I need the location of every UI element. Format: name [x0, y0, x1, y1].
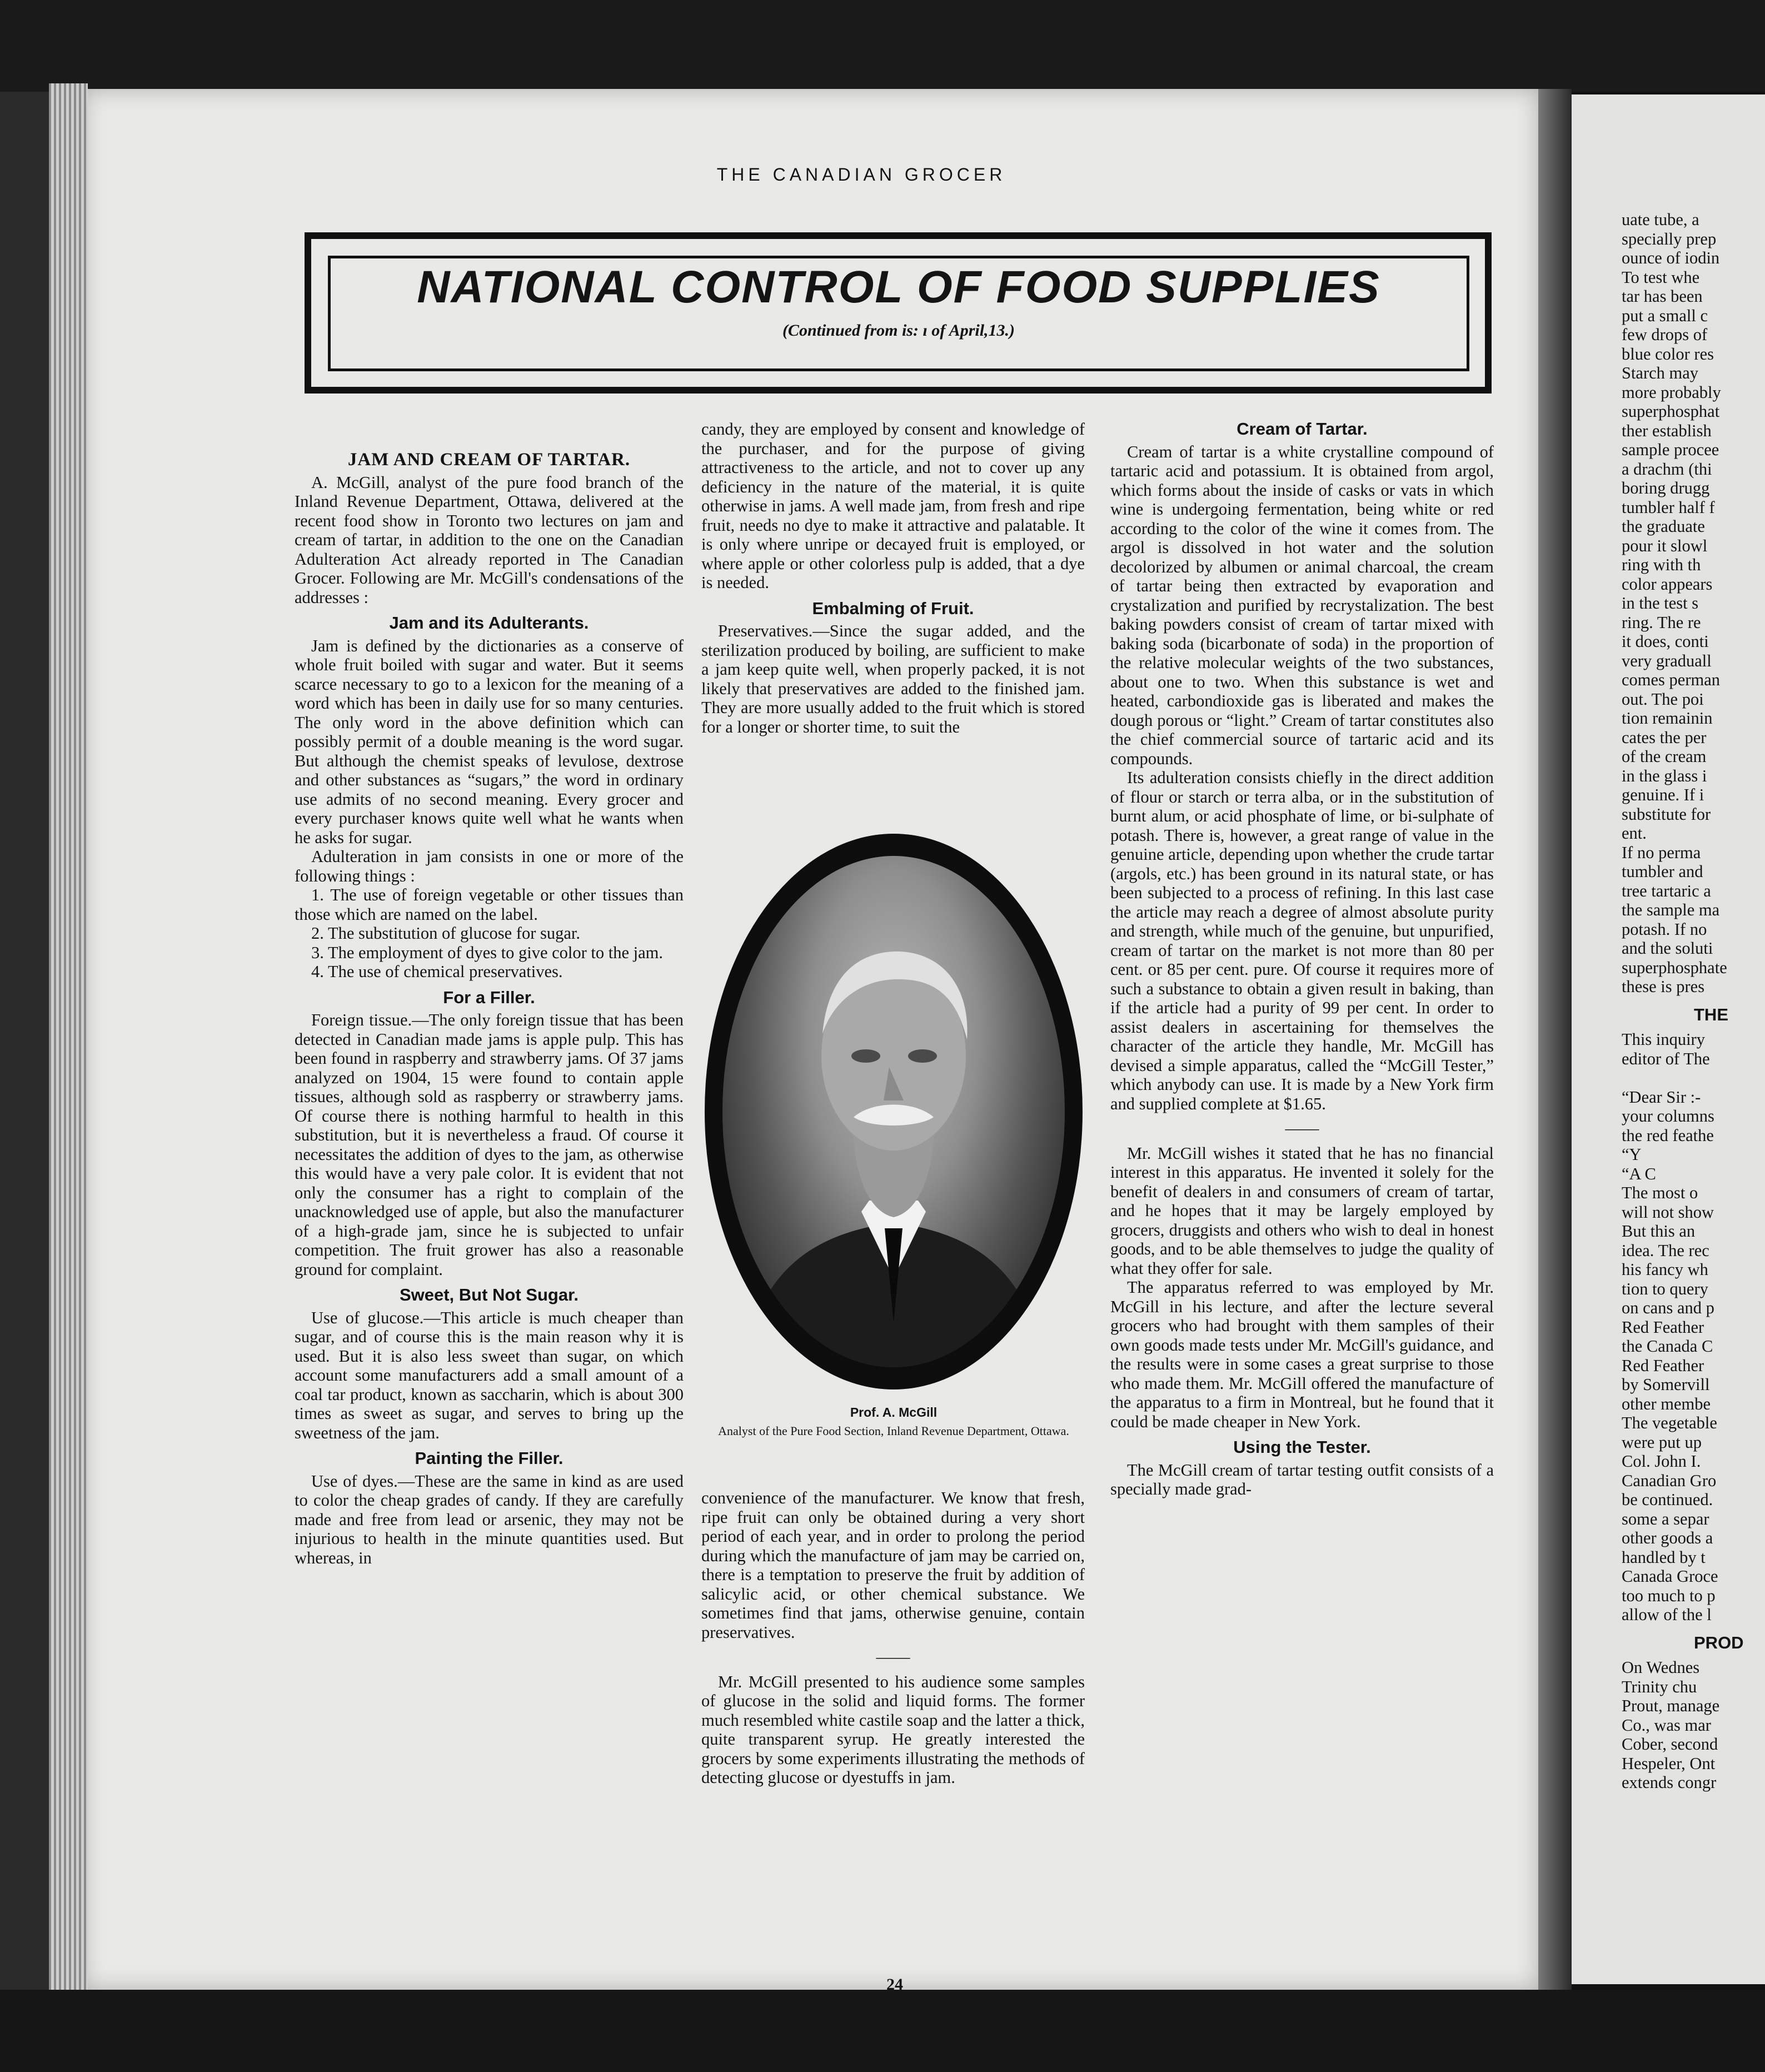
- right-page-line: handled by t: [1622, 1547, 1706, 1567]
- right-page-line: [1622, 1068, 1765, 1088]
- right-page-line: pour it slowl: [1622, 536, 1708, 555]
- right-page-line: “A C: [1622, 1164, 1656, 1183]
- right-page-line: other goods a: [1622, 1528, 1713, 1547]
- paragraph: The McGill cream of tartar testing outfit consists of a specially made grad-: [1110, 1460, 1494, 1498]
- right-page-line: This inquiry: [1622, 1030, 1705, 1049]
- right-page-line: substitute for: [1622, 804, 1711, 824]
- right-page-line: were put up: [1622, 1432, 1702, 1452]
- right-page-line: be continued.: [1622, 1490, 1713, 1509]
- paragraph: Mr. McGill presented to his audience some samples of glucose in the solid and liquid forms. The former much resembled white castile soap and the latter a thick, quite transparent syrup. He greatly interested the grocers by some experiments illustrating the methods of detecting glucose or dyestuffs in jam.: [701, 1672, 1085, 1787]
- book-cover-edge: [0, 92, 56, 2072]
- right-page-line: Hespeler, Ont: [1622, 1754, 1716, 1773]
- paragraph: Use of glucose.—This article is much cheaper than sugar, and of course this is the main reason why it is used. But it is also less sweet than sugar, on which account some manufacturers add a small amount of a coal tar product, known as saccharin, which is about 300 times as sweet as sugar, and serves to bring up the sweetness of the jam.: [295, 1308, 684, 1442]
- right-page-line: in the test s: [1622, 594, 1699, 612]
- right-page-line: few drops of: [1622, 325, 1708, 344]
- right-page-line: your columns: [1622, 1107, 1714, 1125]
- right-page-line: But this an: [1622, 1222, 1696, 1241]
- subheading: Using the Tester.: [1233, 1437, 1371, 1457]
- column-1: [295, 450, 684, 1567]
- right-page-line: of the cream: [1622, 747, 1707, 766]
- right-page-line: superphosphat: [1622, 402, 1720, 421]
- right-page-line: Prout, manage: [1622, 1696, 1720, 1715]
- list-item: 3. The employment of dyes to give color to the jam.: [311, 943, 664, 962]
- right-page-line: superphosphate: [1622, 958, 1727, 977]
- right-page-line: Col. John I.: [1622, 1452, 1701, 1471]
- right-page-line: boring drugg: [1622, 479, 1710, 497]
- subheading: For a Filler.: [443, 987, 535, 1007]
- right-page-block-b: [1622, 1030, 1765, 1625]
- paragraph: A. McGill, analyst of the pure food branch of the Inland Revenue Department, Ottawa, delivered at the recent food show in Toronto two lectures on jam and cream of tartar, in addition to the one on the Canadian Adulteration Act already reported in The Canadian Grocer. Following are Mr. McGill's condensations of the addresses :: [295, 472, 684, 607]
- subheading: Painting the Filler.: [415, 1448, 564, 1468]
- right-page-line: very graduall: [1622, 651, 1712, 670]
- page-stack-edge: [49, 83, 88, 1995]
- column-3: [1110, 420, 1494, 1499]
- scanner-background-top: [0, 0, 1765, 92]
- subheading: Jam and its Adulterants.: [389, 613, 589, 632]
- list-item: 4. The use of chemical preservatives.: [311, 962, 563, 981]
- right-page-text: [1622, 210, 1765, 1792]
- right-page-line: the graduate: [1622, 517, 1705, 536]
- right-page-line: ounce of iodin: [1622, 248, 1720, 267]
- paragraph: Use of dyes.—These are the same in kind as are used to color the cheap grades of candy. If they are carefully made and free from lead or arsenic, they may not be injurious to health in the minute quantities used. But whereas, in: [295, 1471, 684, 1567]
- right-page-line: ther establish: [1622, 421, 1712, 440]
- paragraph: Its adulteration consists chiefly in the direct addition of flour or starch or terra alba, or in the substitution of burnt alum, or acid phosphate of lime, or bi-sulphate of potash. There is, however, a great range of value in the genuine article, depending upon whether the crude tartar (argols, etc.) has been ground in its natural state, or has been subjected to a process of refining. In this last case the article may reach a degree of almost absolute purity and strength, while much of the genuine, but unpurified, cream of tartar on the market is not more than 80 per cent. or 85 per cent. pure. Of course it requires more of such a substance to obtain a given result in baking, than if the article had a purity of 99 per cent. In order to assist dealers in ascertaining for themselves the character of the article they handle, Mr. McGill has devised a simple apparatus, called the “McGill Tester,” which anybody can use. It is made by a New York firm and supplied complete at $1.65.: [1110, 768, 1494, 1113]
- right-page-line: these is pres: [1622, 977, 1705, 996]
- subheading: Cream of Tartar.: [1237, 419, 1368, 439]
- right-page-line: ring. The re: [1622, 612, 1701, 632]
- right-page-line: specially prep: [1622, 229, 1717, 248]
- right-page-line: sample procee: [1622, 440, 1719, 459]
- subheading: Sweet, But Not Sugar.: [399, 1285, 579, 1304]
- paragraph: Preservatives.—Since the sugar added, and the sterilization produced by boiling, are sufficient to make a jam keep quite well, when properly packed, it is not likely that preservatives are added to the finished jam. They are more usually added to the fruit which is stored for a longer or shorter time, to suit the: [701, 621, 1085, 736]
- right-page-line: will not show: [1622, 1202, 1714, 1222]
- right-page-line: too much to p: [1622, 1586, 1716, 1605]
- scanner-background-bottom: [0, 1990, 1765, 2072]
- page-number: 24: [886, 1975, 903, 1994]
- right-page-line: put a small c: [1622, 306, 1708, 325]
- right-page-line: Trinity chu: [1622, 1677, 1697, 1696]
- right-page-line: “Dear Sir :-: [1622, 1087, 1701, 1107]
- paragraph: convenience of the manufacturer. We know that fresh, ripe fruit can only be obtained during a very short period of each year, and in order to prolong the period during which the manufacture of jam may be carried on, there is a temptation to preserve the fruit by addition of salicylic acid, or other chemical substance. We sometimes find that jams, otherwise genuine, contain preservatives.: [701, 1488, 1085, 1642]
- right-page-line: allow of the l: [1622, 1605, 1712, 1624]
- right-page-line: uate tube, a: [1622, 210, 1699, 229]
- right-page-line: tree tartaric a: [1622, 881, 1711, 900]
- right-page-line: by Somervill: [1622, 1375, 1710, 1394]
- photo-caption-description: Analyst of the Pure Food Section, Inland Revenue Department, Ottawa.: [718, 1424, 1069, 1438]
- right-page-line: editor of The: [1622, 1049, 1710, 1068]
- column-2-top: [701, 420, 1085, 736]
- right-page-line: The most o: [1622, 1183, 1698, 1202]
- right-page-block-a: [1622, 210, 1765, 997]
- right-page-line: Canadian Gro: [1622, 1471, 1717, 1490]
- right-page-line: Co., was mar: [1622, 1715, 1711, 1735]
- continued-note: (Continued from is: ı of April,13.): [782, 321, 1015, 340]
- portrait-illustration: [722, 856, 1065, 1367]
- right-page-line: genuine. If i: [1622, 785, 1704, 804]
- right-page-line: other membe: [1622, 1394, 1711, 1413]
- right-page-line: the sample ma: [1622, 900, 1720, 919]
- right-page-line: out. The poi: [1622, 689, 1704, 709]
- column-2-bottom: [701, 1488, 1085, 1787]
- list-item: 1. The use of foreign vegetable or other tissues than those which are named on the label.: [295, 885, 684, 924]
- right-page-line: on cans and p: [1622, 1298, 1714, 1317]
- paragraph: candy, they are employed by consent and knowledge of the purchaser, and for the purpose of giving attractiveness to the article, and not to cover up any deficiency in the nature of the material, it is quite otherwise in jams. A well made jam, from fresh and ripe fruit, needs no dye to make it attractive and palatable. It is only where unripe or decayed fruit is employed, or where apple or other colorless pulp is added, that a dye is needed.: [701, 420, 1085, 592]
- right-page-line: Canada Groce: [1622, 1567, 1718, 1586]
- right-page-line: Cober, second: [1622, 1735, 1718, 1754]
- article-headline: NATIONAL CONTROL OF FOOD SUPPLIES: [417, 262, 1380, 312]
- right-page-line: “Y: [1622, 1145, 1642, 1164]
- right-page-line: tar has been: [1622, 287, 1703, 306]
- photo-caption-name: Prof. A. McGill: [850, 1405, 938, 1419]
- list-item: 2. The substitution of glucose for sugar.: [311, 924, 580, 943]
- right-page-line: tumbler half f: [1622, 497, 1715, 517]
- right-page-line: extends congr: [1622, 1773, 1717, 1792]
- right-page-line: idea. The rec: [1622, 1241, 1709, 1260]
- book-gutter: [1538, 89, 1572, 1990]
- right-page-block-c: [1622, 1658, 1765, 1792]
- right-page-line: The vegetable: [1622, 1413, 1717, 1432]
- right-page-heading: PROD: [1694, 1632, 1744, 1652]
- right-page-line: a drachm (thi: [1622, 459, 1712, 479]
- paragraph: Foreign tissue.—The only foreign tissue that has been detected in Canadian made jams is apple pulp. This has been found in raspberry and strawberry jams. Of 37 jams analyzed on 1904, 15 were found to contain apple tissues, although sold as raspberry or strawberry jams. Of course there is nothing harmful to health in this substitution, but it is nevertheless a fraud. Of course it necessitates the addition of dyes to the jam, as otherwise this would have a very pale color. It is evident that not only the consumer has a right to complain of the unacknowledged use of apple, but also the manufacturer of a high-grade jam, since he is subjected to unfair competition. The fruit grower has also a reasonable ground for complaint.: [295, 1010, 684, 1279]
- paragraph: The apparatus referred to was employed by Mr. McGill in his lecture, and after the lecture several grocers who had brought with them samples of their own goods made tests under Mr. McGill's guidance, and the results were in some cases a great surprise to those who made them. Mr. McGill offered the manufacture of the apparatus to a firm in Montreal, but he found that it could be made cheaper in New York.: [1110, 1278, 1494, 1431]
- paragraph: Cream of tartar is a white crystalline compound of tartaric acid and potassium. It is obtained from argol, which forms about the inside of casks or vats in which wine is undergoing fermentation, being white or red according to the color of the wine it comes from. The argol is dissolved in hot water and the solution decolorized by albumen or animal charcoal, the cream of tartar being then extracted by evaporation and crystalization and purified by recrystalization. The best baking powders consist of cream of tartar mixed with baking soda (bicarbonate of soda) in the proportion of the relative molecular weights of the two substances, about one to two. When this substance is wet and heated, carbondioxide gas is liberated and makes the dough porous or “light.” Cream of tartar constitutes also the chief commercial source of tartaric acid and its compounds.: [1110, 442, 1494, 768]
- paragraph: Jam is defined by the dictionaries as a conserve of whole fruit boiled with sugar and water. But it seems scarce necessary to go to a lexicon for the meaning of a word which has been in daily use for so many centuries. The only word in the above definition which can possibly permit of a double meaning is the word sugar. But although the chemist speaks of levulose, dextrose and other substances as “sugars,” the word in ordinary use admits of no second meaning. Every grocer and every purchaser knows quite well what he wants when he asks for sugar.: [295, 636, 684, 847]
- right-page-line: potash. If no: [1622, 919, 1707, 939]
- right-page-line: comes perman: [1622, 670, 1720, 689]
- right-page-line: some a separ: [1622, 1509, 1709, 1528]
- right-page-line: cates the per: [1622, 728, 1707, 747]
- right-page-line: If no perma: [1622, 843, 1701, 862]
- right-page-heading: THE: [1694, 1004, 1728, 1024]
- right-page-line: in the glass i: [1622, 766, 1707, 785]
- right-page-line: the Canada C: [1622, 1337, 1713, 1356]
- right-page-line: Red Feather: [1622, 1356, 1704, 1375]
- right-page-line: it does, conti: [1622, 632, 1709, 651]
- right-page-line: On Wednes: [1622, 1658, 1700, 1677]
- paragraph: Mr. McGill wishes it stated that he has no financial interest in this apparatus. He invented it solely for the benefit of dealers in and consumers of cream of tartar, and he hopes that it may be largely employed by grocers, druggists and others who wish to deal in honest goods, and to be able themselves to judge the quality of what they offer for sale.: [1110, 1143, 1494, 1278]
- right-page-line: his fancy wh: [1622, 1260, 1708, 1279]
- right-page-line: To test whe: [1622, 267, 1700, 287]
- right-page-line: tion remainin: [1622, 709, 1713, 728]
- paragraph: Adulteration in jam consists in one or more of the following things :: [295, 847, 684, 885]
- right-page-line: ring with th: [1622, 555, 1701, 574]
- right-page-line: ent.: [1622, 824, 1647, 843]
- separator: ——: [876, 1647, 910, 1666]
- right-page-line: blue color res: [1622, 344, 1714, 363]
- subheading: Embalming of Fruit.: [812, 598, 974, 618]
- right-page-line: more probably: [1622, 382, 1721, 402]
- right-page-line: and the soluti: [1622, 939, 1713, 958]
- separator: ——: [1285, 1119, 1319, 1138]
- right-page-line: tumbler and: [1622, 862, 1703, 881]
- portrait-photo: [722, 856, 1065, 1367]
- right-page-line: tion to query: [1622, 1279, 1708, 1298]
- section-heading: JAM AND CREAM OF TARTAR.: [347, 450, 631, 470]
- running-head: THE CANADIAN GROCER: [716, 165, 1006, 185]
- right-page-line: color appears: [1622, 574, 1713, 594]
- right-page-line: Red Feather: [1622, 1317, 1704, 1337]
- right-page-line: Starch may: [1622, 363, 1699, 382]
- right-page-line: the red feathe: [1622, 1125, 1714, 1145]
